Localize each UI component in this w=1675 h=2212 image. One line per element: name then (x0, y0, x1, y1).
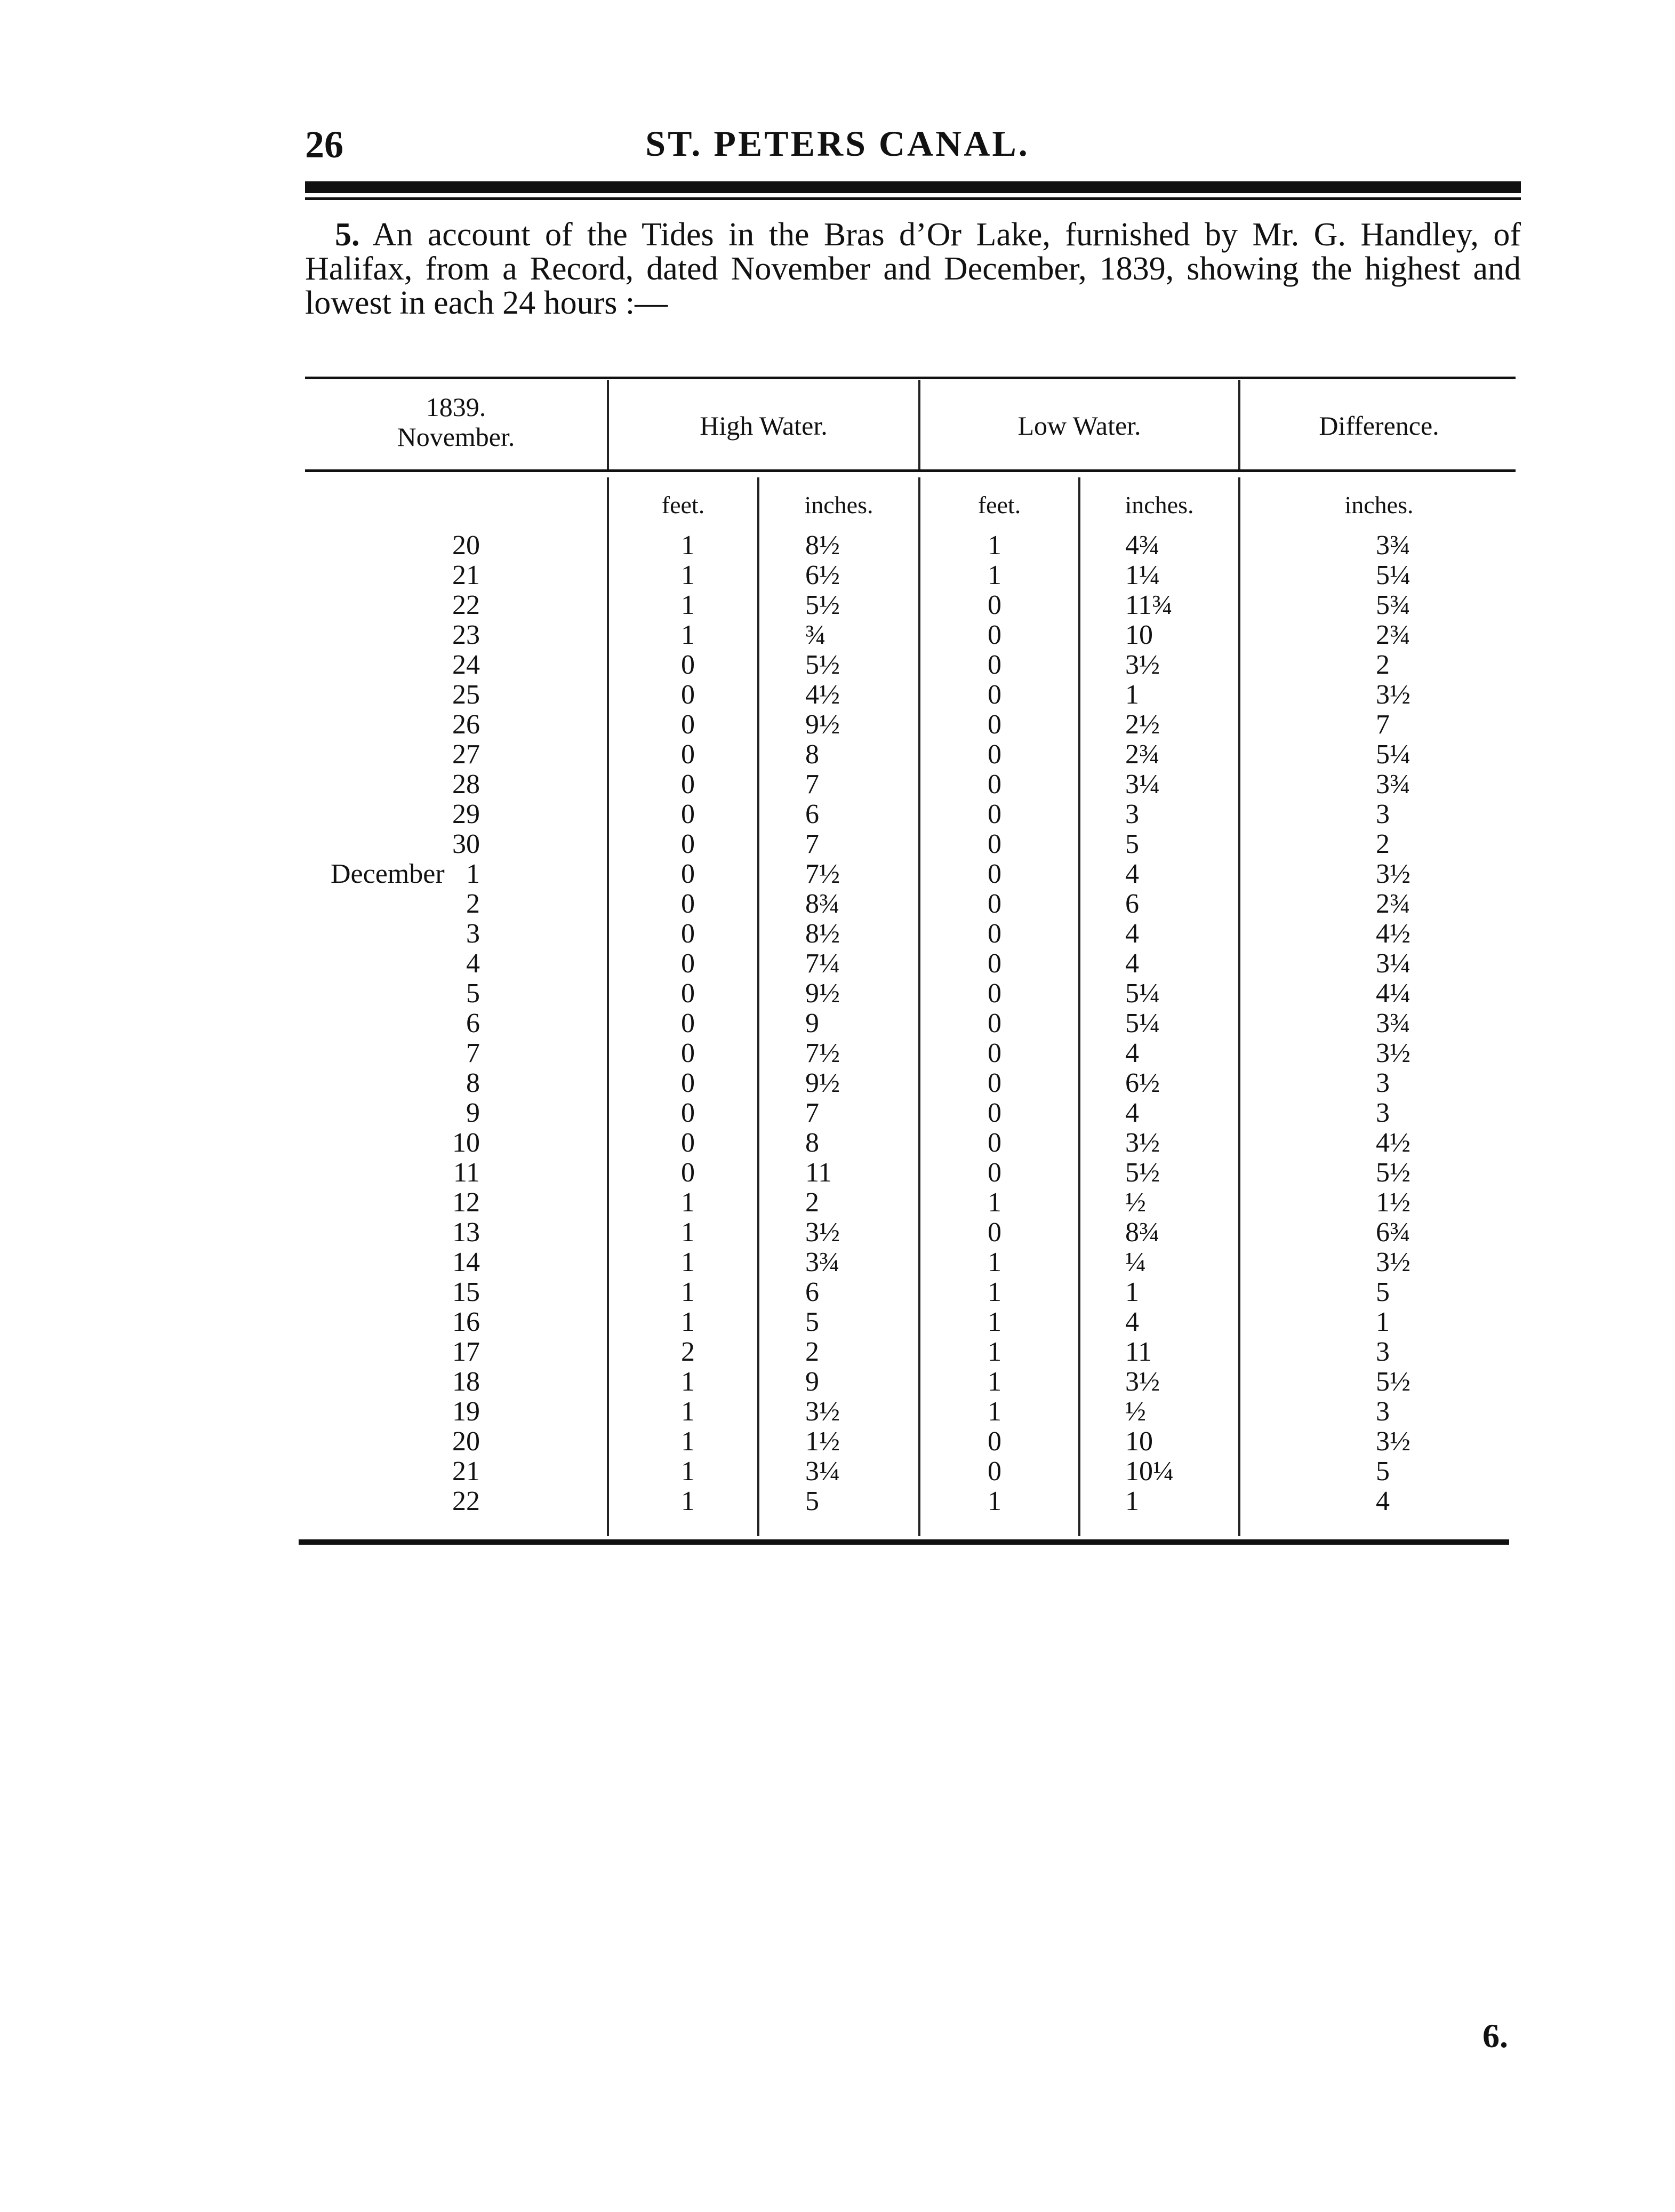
table-rule-top (305, 377, 1516, 379)
table-row (0, 770, 1675, 800)
high-water-inches: 9½ (805, 978, 840, 1009)
low-water-feet: 0 (988, 829, 1001, 859)
high-water-feet: 0 (681, 948, 695, 979)
page-number: 26 (305, 123, 343, 166)
running-title: ST. PETERS CANAL. (645, 123, 1030, 164)
row-day: 4 (466, 948, 480, 979)
high-water-feet: 0 (681, 919, 695, 949)
low-water-inches: 3¼ (1125, 769, 1160, 800)
table-row (0, 1397, 1675, 1427)
row-day: 6 (466, 1008, 480, 1039)
high-water-feet: 1 (681, 1247, 695, 1277)
low-water-feet: 0 (988, 889, 1001, 919)
table-body (0, 531, 1675, 1516)
difference-inches: 3½ (1376, 1426, 1410, 1457)
date-header-month: November. (397, 422, 515, 452)
difference-inches: 5¼ (1376, 560, 1410, 590)
table-row (0, 919, 1675, 949)
high-water-feet: 0 (681, 1098, 695, 1128)
low-water-inches: ¼ (1125, 1247, 1146, 1277)
high-water-feet: 1 (681, 620, 695, 650)
row-day: 2 (466, 889, 480, 919)
high-water-feet: 1 (681, 1396, 695, 1427)
high-water-feet: 0 (681, 1128, 695, 1158)
low-water-feet: 0 (988, 1128, 1001, 1158)
row-day: 25 (452, 680, 480, 710)
high-water-header: High Water. (700, 411, 828, 441)
row-day: 22 (452, 1486, 480, 1516)
row-day: 9 (466, 1098, 480, 1128)
low-water-feet: 0 (988, 739, 1001, 770)
difference-inches: 3½ (1376, 859, 1410, 889)
low-water-inches: 8¾ (1125, 1217, 1160, 1248)
high-water-inches: 3½ (805, 1396, 840, 1427)
low-water-inches: 5½ (1125, 1157, 1160, 1188)
high-water-feet: 1 (681, 530, 695, 561)
low-water-feet: 0 (988, 709, 1001, 740)
low-water-feet: 0 (988, 1426, 1001, 1457)
low-water-feet: 0 (988, 919, 1001, 949)
signature-mark: 6. (1482, 2017, 1508, 2055)
difference-inches: 3 (1376, 1396, 1390, 1427)
low-water-inches: 4 (1125, 1098, 1139, 1128)
difference-inches: 5 (1376, 1277, 1390, 1307)
table-row (0, 1487, 1675, 1516)
low-water-inches: 4 (1125, 1038, 1139, 1068)
difference-inches: 3½ (1376, 1247, 1410, 1277)
table-row (0, 1427, 1675, 1457)
low-water-feet: 0 (988, 769, 1001, 800)
low-water-header: Low Water. (1017, 411, 1141, 441)
date-column-header (309, 392, 603, 452)
high-water-feet: 0 (681, 829, 695, 859)
table-row (0, 949, 1675, 979)
low-inches-subheader: inches. (1125, 491, 1194, 518)
difference-inches: 7 (1376, 709, 1390, 740)
low-water-feet: 0 (988, 590, 1001, 620)
row-day: 3 (466, 919, 480, 949)
high-water-inches: 3¼ (805, 1456, 840, 1487)
row-day: 20 (452, 530, 480, 561)
low-water-inches: 3½ (1125, 650, 1160, 680)
table-row (0, 979, 1675, 1009)
high-water-feet: 1 (681, 1486, 695, 1516)
high-water-inches: 5½ (805, 590, 840, 620)
difference-inches: 5½ (1376, 1367, 1410, 1397)
difference-inches: 6¾ (1376, 1217, 1410, 1248)
difference-header: Difference. (1319, 411, 1439, 441)
difference-inches: 3 (1376, 1337, 1390, 1367)
high-water-inches: 8¾ (805, 889, 840, 919)
low-water-inches: 11¾ (1125, 590, 1173, 620)
low-water-feet: 1 (988, 1247, 1001, 1277)
high-inches-subheader: inches. (804, 491, 873, 518)
table-row (0, 650, 1675, 680)
low-water-feet: 0 (988, 978, 1001, 1009)
row-day: 14 (452, 1247, 480, 1277)
high-water-inches: 7 (805, 1098, 819, 1128)
high-water-inches: 8 (805, 739, 819, 770)
table-row (0, 829, 1675, 859)
high-water-inches: 1½ (805, 1426, 840, 1457)
row-day: 21 (452, 1456, 480, 1487)
high-water-inches: 7 (805, 829, 819, 859)
difference-inches: 2 (1376, 829, 1390, 859)
row-day: 12 (452, 1187, 480, 1218)
table-row (0, 1068, 1675, 1098)
high-water-feet: 0 (681, 769, 695, 800)
high-water-inches: 7½ (805, 859, 840, 889)
low-feet-subheader: feet. (977, 491, 1021, 518)
row-day: 24 (452, 650, 480, 680)
difference-inches: 2¾ (1376, 620, 1410, 650)
table-row (0, 1128, 1675, 1158)
difference-inches: 4¼ (1376, 978, 1410, 1009)
low-water-inches: 4 (1125, 919, 1139, 949)
table-row (0, 680, 1675, 710)
high-water-inches: 5 (805, 1307, 819, 1337)
difference-inches: 3½ (1376, 680, 1410, 710)
table-rule-header (305, 469, 1516, 472)
difference-inches: 2¾ (1376, 889, 1410, 919)
table-row (0, 1307, 1675, 1337)
table-row (0, 740, 1675, 770)
low-water-inches: 4 (1125, 948, 1139, 979)
high-water-inches: 3½ (805, 1217, 840, 1248)
high-water-feet: 0 (681, 889, 695, 919)
table-row (0, 1248, 1675, 1277)
table-row (0, 1009, 1675, 1039)
high-water-inches: 3¾ (805, 1247, 840, 1277)
high-water-feet: 1 (681, 560, 695, 590)
high-water-feet: 1 (681, 1426, 695, 1457)
high-water-feet: 0 (681, 739, 695, 770)
table-row (0, 889, 1675, 919)
row-day: 22 (452, 590, 480, 620)
row-day: 1 (466, 859, 480, 889)
row-day: 5 (466, 978, 480, 1009)
table-row (0, 859, 1675, 889)
row-day: 29 (452, 799, 480, 829)
low-water-feet: 0 (988, 1038, 1001, 1068)
difference-inches: 3½ (1376, 1038, 1410, 1068)
difference-inches: 3¾ (1376, 530, 1410, 561)
high-feet-subheader: feet. (661, 491, 705, 518)
low-water-inches: 4¾ (1125, 530, 1160, 561)
high-water-feet: 0 (681, 709, 695, 740)
high-water-inches: 5½ (805, 650, 840, 680)
low-water-inches: 4 (1125, 859, 1139, 889)
low-water-inches: 1 (1125, 680, 1139, 710)
low-water-inches: 6½ (1125, 1068, 1160, 1098)
high-water-inches: 2 (805, 1187, 819, 1218)
low-water-inches: 1 (1125, 1277, 1139, 1307)
low-water-inches: 5¼ (1125, 978, 1160, 1009)
low-water-inches: 5 (1125, 829, 1139, 859)
low-water-feet: 0 (988, 799, 1001, 829)
table-row (0, 590, 1675, 620)
row-day: 8 (466, 1068, 480, 1098)
difference-inches: 3¾ (1376, 769, 1410, 800)
row-day: 27 (452, 739, 480, 770)
low-water-feet: 0 (988, 1068, 1001, 1098)
high-water-feet: 1 (681, 590, 695, 620)
high-water-inches: 9 (805, 1008, 819, 1039)
low-water-feet: 0 (988, 1217, 1001, 1248)
high-water-feet: 1 (681, 1277, 695, 1307)
row-day: 10 (452, 1128, 480, 1158)
date-header-year: 1839. (426, 392, 486, 422)
low-water-feet: 0 (988, 1098, 1001, 1128)
high-water-inches: 8 (805, 1128, 819, 1158)
low-water-feet: 0 (988, 948, 1001, 979)
low-water-inches: 3 (1125, 799, 1139, 829)
row-day: 21 (452, 560, 480, 590)
section-number: 5. (335, 217, 360, 253)
table-row (0, 1367, 1675, 1397)
row-day: 26 (452, 709, 480, 740)
table-row (0, 620, 1675, 650)
high-water-inches: 2 (805, 1337, 819, 1367)
difference-inches: 5¾ (1376, 590, 1410, 620)
table-row (0, 710, 1675, 740)
high-water-inches: 5 (805, 1486, 819, 1516)
difference-inches: 3 (1376, 1068, 1390, 1098)
low-water-inches: 10¼ (1125, 1456, 1174, 1487)
low-water-inches: ½ (1125, 1396, 1146, 1427)
row-day: 20 (452, 1426, 480, 1457)
low-water-feet: 0 (988, 680, 1001, 710)
high-water-feet: 0 (681, 650, 695, 680)
difference-inches: 5 (1376, 1456, 1390, 1487)
low-water-feet: 1 (988, 1277, 1001, 1307)
high-water-feet: 1 (681, 1456, 695, 1487)
low-water-inches: 11 (1125, 1337, 1152, 1367)
row-day: 13 (452, 1217, 480, 1248)
low-water-feet: 1 (988, 1367, 1001, 1397)
high-water-feet: 0 (681, 1068, 695, 1098)
table-row (0, 1277, 1675, 1307)
low-water-feet: 1 (988, 1307, 1001, 1337)
difference-inches: 5½ (1376, 1157, 1410, 1188)
low-water-inches: ½ (1125, 1187, 1146, 1218)
low-water-inches: 5¼ (1125, 1008, 1160, 1039)
row-day: 18 (452, 1367, 480, 1397)
low-water-inches: 2½ (1125, 709, 1160, 740)
high-water-inches: 7¼ (805, 948, 840, 979)
high-water-feet: 0 (681, 1008, 695, 1039)
header-rule-thin (305, 197, 1521, 200)
table-rule-bottom (299, 1539, 1509, 1545)
table-row (0, 800, 1675, 829)
table-row (0, 1188, 1675, 1218)
high-water-inches: 6 (805, 799, 819, 829)
low-water-feet: 0 (988, 1456, 1001, 1487)
low-water-inches: 10 (1125, 1426, 1153, 1457)
high-water-inches: 6½ (805, 560, 840, 590)
low-water-feet: 1 (988, 1187, 1001, 1218)
low-water-inches: 6 (1125, 889, 1139, 919)
low-water-feet: 1 (988, 1396, 1001, 1427)
intro-text: An account of the Tides in the Bras d’Or Lake, furnished by Mr. G. Handley, of Halifax, from a Record, dated November and December, 1839, showing the highest and lowest in each 24 hours :— (305, 217, 1521, 321)
difference-inches: 4½ (1376, 1128, 1410, 1158)
difference-inches-subheader: inches. (1344, 491, 1414, 518)
low-water-feet: 0 (988, 1157, 1001, 1188)
low-water-inches: 4 (1125, 1307, 1139, 1337)
high-water-inches: 11 (805, 1157, 832, 1188)
low-water-inches: 1¼ (1125, 560, 1160, 590)
table-row (0, 1098, 1675, 1128)
high-water-feet: 0 (681, 978, 695, 1009)
high-water-inches: 9½ (805, 1068, 840, 1098)
low-water-feet: 0 (988, 1008, 1001, 1039)
row-day: 11 (453, 1157, 480, 1188)
high-water-inches: 6 (805, 1277, 819, 1307)
table-row (0, 1218, 1675, 1248)
row-day: 19 (452, 1396, 480, 1427)
row-day: 17 (452, 1337, 480, 1367)
high-water-feet: 1 (681, 1307, 695, 1337)
difference-inches: 3 (1376, 799, 1390, 829)
table-row (0, 561, 1675, 590)
low-water-feet: 1 (988, 530, 1001, 561)
low-water-feet: 1 (988, 1337, 1001, 1367)
high-water-feet: 0 (681, 799, 695, 829)
low-water-feet: 0 (988, 859, 1001, 889)
high-water-feet: 0 (681, 680, 695, 710)
low-water-inches: 3½ (1125, 1367, 1160, 1397)
difference-inches: 2 (1376, 650, 1390, 680)
high-water-inches: 8½ (805, 530, 840, 561)
difference-inches: 1 (1376, 1307, 1390, 1337)
table-row (0, 1337, 1675, 1367)
difference-inches: 3 (1376, 1098, 1390, 1128)
high-water-inches: 8½ (805, 919, 840, 949)
high-water-feet: 1 (681, 1187, 695, 1218)
low-water-feet: 0 (988, 650, 1001, 680)
high-water-inches: 7 (805, 769, 819, 800)
high-water-inches: 9 (805, 1367, 819, 1397)
row-day: 28 (452, 769, 480, 800)
table-row (0, 1039, 1675, 1068)
high-water-inches: 7½ (805, 1038, 840, 1068)
row-day: 23 (452, 620, 480, 650)
table-row (0, 1457, 1675, 1487)
row-day: 7 (466, 1038, 480, 1068)
low-water-feet: 1 (988, 1486, 1001, 1516)
row-day: 30 (452, 829, 480, 859)
low-water-feet: 1 (988, 560, 1001, 590)
low-water-inches: 2¾ (1125, 739, 1160, 770)
high-water-feet: 0 (681, 1157, 695, 1188)
table-row (0, 531, 1675, 561)
difference-inches: 3¼ (1376, 948, 1410, 979)
low-water-inches: 10 (1125, 620, 1153, 650)
difference-inches: 3¾ (1376, 1008, 1410, 1039)
high-water-feet: 1 (681, 1217, 695, 1248)
row-day: 15 (452, 1277, 480, 1307)
difference-inches: 4 (1376, 1486, 1390, 1516)
header-rule-thick (305, 181, 1521, 193)
low-water-inches: 3½ (1125, 1128, 1160, 1158)
difference-inches: 5¼ (1376, 739, 1410, 770)
row-month: December (331, 859, 445, 889)
high-water-feet: 1 (681, 1367, 695, 1397)
high-water-feet: 0 (681, 859, 695, 889)
intro-paragraph (305, 218, 1521, 320)
high-water-feet: 0 (681, 1038, 695, 1068)
high-water-inches: ¾ (805, 620, 826, 650)
high-water-feet: 2 (681, 1337, 695, 1367)
low-water-feet: 0 (988, 620, 1001, 650)
difference-inches: 4½ (1376, 919, 1410, 949)
row-day: 16 (452, 1307, 480, 1337)
high-water-inches: 9½ (805, 709, 840, 740)
high-water-inches: 4½ (805, 680, 840, 710)
low-water-inches: 1 (1125, 1486, 1139, 1516)
difference-inches: 1½ (1376, 1187, 1410, 1218)
table-row (0, 1158, 1675, 1188)
